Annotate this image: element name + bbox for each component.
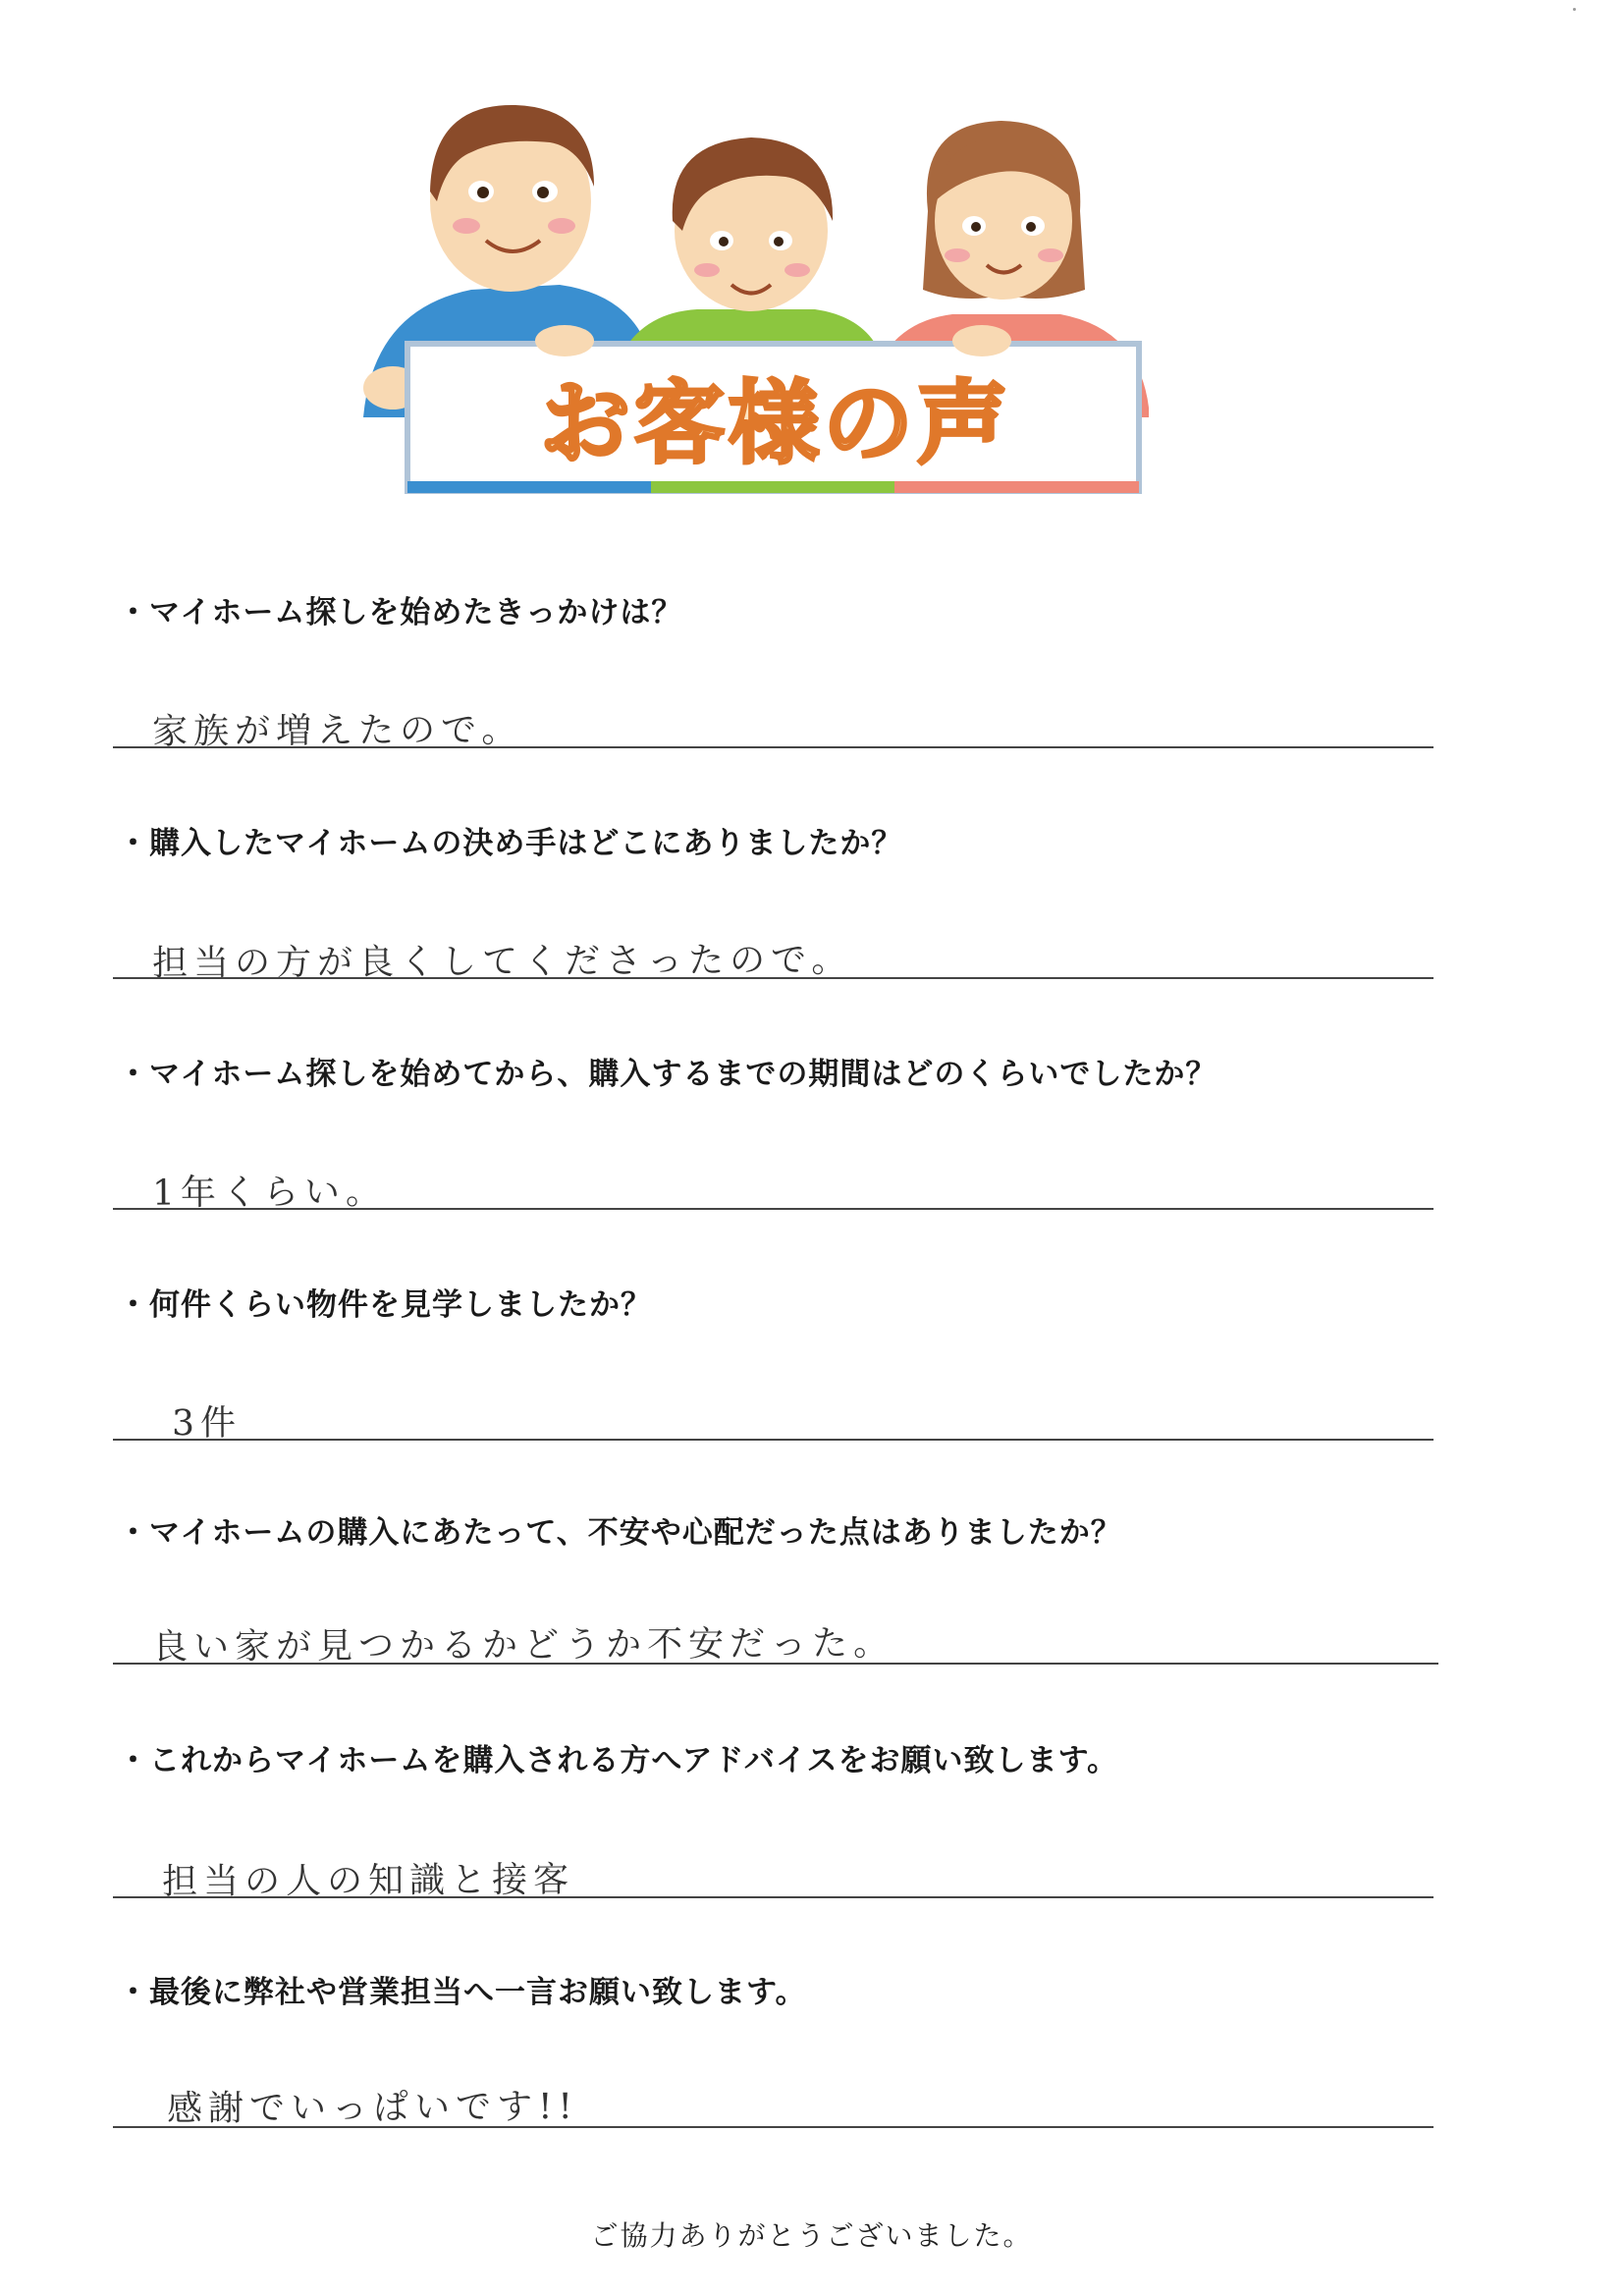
family-holding-sign-illustration — [353, 93, 1237, 506]
answer-line — [113, 1896, 1434, 1898]
question-text: ・何件くらい物件を見学しましたか？ — [118, 1287, 652, 1323]
answer-text: 感謝でいっぱいです!! — [166, 2086, 579, 2130]
answer-line — [113, 746, 1434, 748]
answer-text: 家族が増えたので。 — [151, 710, 523, 752]
question-text: ・これからマイホームを購入される方へアドバイスをお願い致します。 — [118, 1743, 1119, 1778]
answer-text: 担当の人の知識と接客 — [161, 1859, 575, 1903]
answer-line — [113, 2126, 1434, 2128]
scan-speck — [1573, 8, 1576, 11]
question-text: ・マイホームの購入にあたって、不安や心配だった点はありましたか？ — [118, 1515, 1122, 1551]
answer-line — [113, 977, 1434, 979]
question-text: ・マイホーム探しを始めたきっかけは？ — [118, 595, 683, 630]
question-text: ・最後に弊社や営業担当へ一言お願い致します。 — [118, 1975, 807, 2010]
thanks-message: ご協力ありがとうございました。 — [590, 2219, 1033, 2252]
title-sign — [407, 325, 1139, 493]
question-text: ・マイホーム探しを始めてから、購入するまでの期間はどのくらいでしたか？ — [118, 1057, 1217, 1092]
answer-text: 3件 — [171, 1402, 243, 1445]
answer-text: 1年くらい。 — [151, 1172, 388, 1214]
answer-text: 担当の方が良くしてくださったので。 — [151, 940, 853, 984]
answer-text: 良い家が見つかるかどうか不安だった。 — [151, 1623, 895, 1667]
answer-line — [113, 1208, 1434, 1210]
answer-line — [113, 1439, 1434, 1441]
page-title: お客様の声 — [539, 371, 1012, 476]
question-text: ・購入したマイホームの決め手はどこにありましたか？ — [118, 826, 903, 861]
answer-line — [113, 1663, 1438, 1665]
